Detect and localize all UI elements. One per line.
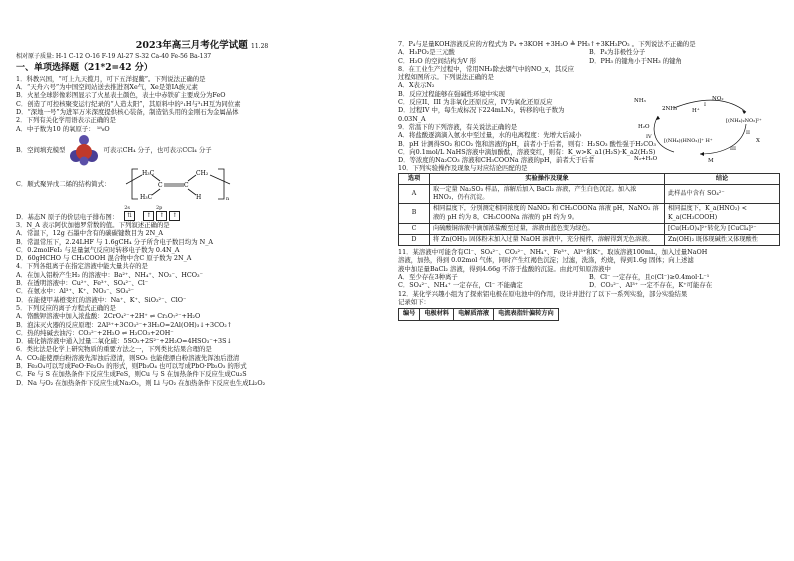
q3-option-d: D．60gHCHO 与 CH₃COOH 混合物中含C 原子数为 2N_A bbox=[16, 254, 192, 263]
q2-a-text: A．中子数为10 的氧原子： bbox=[16, 124, 95, 133]
cycle-step-iv: IV bbox=[646, 134, 652, 140]
q1-option-a: A．“天舟六号”为中国空间站送去推进剂Xe气，Xe是第IA族元素 bbox=[16, 83, 198, 92]
title-text: 2023年高三月考化学试题 bbox=[135, 40, 248, 51]
cycle-no2: NO₂ bbox=[712, 96, 724, 102]
q11-option-c: C．SO₄²⁻、NH₄⁺ 一定存在，Cl⁻ 不能确定 bbox=[398, 281, 523, 290]
q11-stem-3: 液中加足量BaCl₂ 溶液，得到4.66g 不溶于盐酸的沉淀。由此可知原溶液中 bbox=[398, 264, 611, 273]
table-cell-conclusion: 此样品中含有 SO₄²⁻ bbox=[665, 184, 780, 203]
orbital-2s-label: 2s bbox=[124, 204, 130, 211]
title-date: 11.28 bbox=[251, 43, 269, 50]
q9-option-d: D．等浓度的Na₂CO₃ 溶液和CH₃COONa 溶液的pH，前者大于后者 bbox=[398, 156, 595, 165]
q4-option-b: B．在透明溶液中：Cu²⁺、Fe³⁺、SO₄²⁻、Cl⁻ bbox=[16, 279, 149, 288]
table-header: 电解质溶液 bbox=[454, 309, 494, 320]
table-header: 电极材料 bbox=[420, 309, 454, 320]
c-label-h3c-2: H₃C bbox=[140, 193, 153, 201]
cycle-2nh3: 2NH₃ bbox=[662, 106, 678, 112]
q8-option-d: D．过程IV 中，每生成标况下224mLN₂，转移的电子数为 bbox=[398, 106, 565, 115]
table-cell-option: D bbox=[399, 234, 430, 245]
table-header-row bbox=[399, 309, 559, 320]
q7-options-row1 bbox=[398, 48, 780, 56]
q12-table bbox=[398, 308, 559, 320]
q7-stem: 7．P₄与足量KOH溶液反应的方程式为 P₄ +3KOH +3H₂O ≜ PH₃↑+3KH₂PO₂ 。下列说法不正确的是 bbox=[398, 40, 696, 48]
table-row bbox=[399, 234, 780, 245]
q2-a-symbol: ¹⁸₈O bbox=[96, 124, 110, 133]
q11-options-row1 bbox=[398, 273, 780, 281]
orbital-gap bbox=[137, 211, 141, 219]
q1-option-b: B．火星全球影像彩图显示了火星表土颜色，表土中赤铁矿主要成分为FeO bbox=[16, 91, 226, 100]
orbital-box-2p-2: ↑ bbox=[156, 211, 167, 221]
table-cell-operation: 取一定量 Na₂SO₃ 样品，溶解后加入 BaCl₂ 溶液，产生白色沉淀。加入浓 HNO₃，仍有沉淀。 bbox=[430, 184, 665, 203]
q6-stem: 6．类比法是化学上研究物质的重要方法之一，下列类比结果合理的是 bbox=[16, 345, 212, 354]
q9-option-c: C．向0.1mol/L NaHS溶液中滴加酚酞，溶液变红，则有：K_w>K_a1(H₂S)·K_a2(H₂S) bbox=[398, 147, 656, 156]
c-label-c2: C bbox=[184, 181, 189, 189]
atomic-masses: 相对原子质量: H-1 C-12 O-16 F-19 Al-27 S-32 Ca-40 Fe-56 Ba-137 bbox=[16, 53, 212, 61]
orbital-box-2s: ⇅ bbox=[124, 211, 135, 221]
c-label-c1: C bbox=[158, 181, 163, 189]
table-header: 实验操作及现象 bbox=[430, 173, 665, 184]
q2-option-a bbox=[16, 125, 388, 133]
q2-option-c bbox=[16, 167, 388, 201]
q11-stem-1: 11．某溶液中可能含有Cl⁻、SO₄²⁻、CO₃²⁻、NH₄⁺、Fe³⁺、Al³⁺和K⁺。取该溶液100mL，加入过量NaOH bbox=[398, 248, 708, 257]
q7-options-row2 bbox=[398, 57, 780, 65]
q4-option-d: D．在能使甲基橙变红的溶液中：Na⁺、K⁺、SiO₃²⁻、ClO⁻ bbox=[16, 295, 187, 304]
q9-option-b: B．pH 计测得SO₂ 和CO₂ 饱和溶液的pH，前者小于后者，则有：H₂SO₃ 酸性强于H₂CO₃ bbox=[398, 139, 656, 148]
q2-c-text: C．顺式聚异戊二烯的结构简式： bbox=[16, 179, 111, 188]
cycle-step-ii: II bbox=[746, 130, 750, 136]
top-spacer bbox=[398, 0, 780, 40]
q3-option-a: A．常温下，12g 石墨中含有的碳碳键数目为 2N_A bbox=[16, 229, 164, 238]
q8-option-c: C．反应II、III 为非氧化还原反应，IV为氧化还原反应 bbox=[398, 98, 553, 107]
orbital-diagram bbox=[124, 205, 180, 221]
q11-stem-2: 溶液，加热，得到 0.02mol 气体，同时产生红褐色沉淀；过滤，洗涤，灼烧，得到1.6g 固体；向上述滤 bbox=[398, 256, 694, 265]
table-cell-option: B bbox=[399, 204, 430, 223]
c-label-ch2: CH₂ bbox=[196, 169, 209, 177]
q6-option-b: B．Fe₃O₄可以写成FeO·Fe₂O₃ 的形式，则Pb₃O₄ 也可以写成PbO·Pb₂O₃ 的形式 bbox=[16, 362, 247, 371]
cycle-x: X bbox=[756, 138, 760, 144]
table-cell-conclusion: 相同温度下，K_a(HNO₂) < K_a(CH₃COOH) bbox=[665, 204, 780, 223]
q4-stem: 4．下列各组离子在指定溶液中能大量共存的是 bbox=[16, 262, 148, 271]
table-cell-conclusion: [Cu(H₂O)₄]²⁺转化为 [CuCl₄]²⁻ bbox=[665, 223, 780, 234]
q7-option-a: A．H₃PO₂是三元酸 bbox=[398, 48, 455, 57]
table-header: 结论 bbox=[665, 173, 780, 184]
q4-option-a: A．在加入铝粉产生H₂ 的溶液中：Ba²⁺、NH₄⁺、NO₃⁻、HCO₃⁻ bbox=[16, 270, 203, 279]
c-label-h3c: H₃C bbox=[142, 169, 155, 177]
cycle-step-iii: III bbox=[730, 146, 736, 152]
q4-option-c: C．在氨水中：Al³⁺、K⁺、NO₃⁻、SO₄²⁻ bbox=[16, 287, 135, 296]
table-header-row bbox=[399, 173, 780, 184]
q8-stem-1: 8．在工业生产过程中，常用NH₃除去烟气中的NO_x，其反应 bbox=[398, 64, 575, 73]
q1-option-d: D．“深地一号”为进军万米深度提供核心装备，制造钻头用的金刚石为金属晶体 bbox=[16, 108, 239, 117]
q7-option-b: B．P₄为非极性分子 bbox=[589, 48, 646, 57]
cycle-h: H⁺ bbox=[692, 108, 700, 114]
table-cell-operation: 向硫酸铜溶液中滴加浓盐酸至过量，溶液由蓝色变为绿色。 bbox=[430, 223, 665, 234]
orbital-2p-label: 2p bbox=[155, 204, 163, 211]
table-cell-conclusion: Zn(OH)₂ 既体现碱性又体现酸性 bbox=[665, 234, 780, 245]
q3-option-b: B．常温常压下，2.24LHF 与 1.6gCH₄ 分子所含电子数目均为 N_A bbox=[16, 237, 214, 246]
section-heading: 一、单项选择题（21*2=42 分） bbox=[16, 62, 153, 73]
table-header: 选项 bbox=[399, 173, 430, 184]
q11-option-d: D．CO₃²⁻、Al³⁺ 一定不存在，K⁺可能存在 bbox=[589, 281, 713, 290]
q5-option-b: B．泡沫灭火器的反应原理：2Al³⁺+3CO₃²⁻+3H₂O=2Al(OH)₃↓+3CO₂↑ bbox=[16, 320, 233, 329]
space-filling-model-icon bbox=[69, 134, 99, 166]
q5-option-d: D．硫化钠溶液中通入过量二氧化硫：5SO₂+2S²⁻+2H₂O=4HSO₃⁻+3S↓ bbox=[16, 337, 232, 346]
q2-b-text: B．空间填充模型 bbox=[16, 145, 66, 154]
cycle-step-i: I bbox=[704, 102, 706, 108]
q2-d-text: D．基态N 原子的价层电子排布图： bbox=[16, 212, 119, 221]
nox-removal-cycle-diagram bbox=[634, 94, 774, 164]
q10-table bbox=[398, 173, 780, 246]
c-label-h: H bbox=[196, 193, 202, 201]
right-column bbox=[398, 0, 780, 561]
q3-option-c: C．0.2molFeI₂ 与足量氯气反应时转移电子数为 0.4N_A bbox=[16, 245, 180, 254]
table-row bbox=[399, 223, 780, 234]
q12-stem-1: 12．某化学兴趣小组为了探索铝电极在原电池中的作用，设计并进行了以下一系列实验，部分实验结果 bbox=[398, 289, 688, 298]
cycle-n2: N₂+H₂O bbox=[634, 156, 658, 162]
table-cell-operation: 将 Zn(OH)₂ 固体粉末加入过量 NaOH 溶液中，充分搅拌，溶解得到无色溶液。 bbox=[430, 234, 665, 245]
q7-option-c: C．H₂O 的空间结构为V 形 bbox=[398, 56, 477, 65]
page-title bbox=[16, 42, 388, 51]
q11-option-a: A．至少存在3种离子 bbox=[398, 273, 458, 282]
q8-option-b: B．反应过程能够在强碱性环境中实现 bbox=[398, 89, 505, 98]
table-row bbox=[399, 184, 780, 203]
left-column bbox=[16, 0, 388, 561]
table-cell-option: A bbox=[399, 184, 430, 203]
q6-option-d: D．Na 与O₂ 在加热条件下反应生成Na₂O₂，则 Li 与O₂ 在加热条件下反应也生成Li₂O₂ bbox=[16, 378, 266, 387]
orbital-box-2p-3: ↑ bbox=[169, 211, 180, 221]
cycle-complex1: [(NH₄)₂NO₂]²⁺ bbox=[726, 118, 762, 124]
q6-option-c: C．Fe 与 S 在加热条件下反应生成FeS，则Cu 与 S 在加热条件下反应生成Cu₂S bbox=[16, 370, 247, 379]
q3-stem: 3．N_A 表示阿伏加德罗常数的值。下列叙述正确的是 bbox=[16, 220, 170, 229]
c-label-n: n bbox=[226, 195, 230, 201]
cycle-complex2: [(NH₄)(HNO₂)]⁺ H⁺ bbox=[664, 138, 713, 144]
table-row bbox=[399, 204, 780, 223]
q11-option-b: B．Cl⁻ 一定存在，且c(Cl⁻)≥0.4mol·L⁻¹ bbox=[589, 273, 710, 282]
cycle-m: M bbox=[708, 158, 714, 164]
cis-polyisoprene-structure-icon bbox=[118, 167, 238, 201]
orbital-box-2p-1: ↑ bbox=[143, 211, 154, 221]
q2-stem: 2．下列有关化学用语表示正确的是 bbox=[16, 116, 116, 125]
q8-option-a: A．X表示N₂ bbox=[398, 81, 435, 90]
cycle-h2o: H₂O bbox=[638, 124, 650, 130]
q9-option-a: A．将盐酸逐滴滴入氨水中至过量，水的电离程度：先增大后减小 bbox=[398, 131, 582, 140]
q8-stem-2: 过程如图所示。下列说法正确的是 bbox=[398, 73, 494, 82]
q7-option-d: D．PH₃ 的键角小于NH₃ 的键角 bbox=[589, 56, 682, 65]
cycle-nh3: NH₃ bbox=[634, 98, 646, 104]
q11-options-row2 bbox=[398, 281, 780, 289]
q8-option-d-cont: 0.03N_A bbox=[398, 114, 426, 123]
table-cell-operation: 相同温度下，分别测定相同浓度的 NaNO₂ 和 CH₃COONa 溶液 pH，NaNO₂ 溶液的 pH 约为 8，CH₃COONa 溶液的 pH 约为 9。 bbox=[430, 204, 665, 223]
q1-stem: 1．科教兴国，“可上九天揽月，可下五洋捉鳖”。下列说法正确的是 bbox=[16, 74, 206, 83]
table-cell-option: C bbox=[399, 223, 430, 234]
q2-option-b bbox=[16, 133, 388, 167]
q2-b-tail: 可表示CH₄ 分子，也可表示CCl₄ 分子 bbox=[103, 145, 212, 154]
q9-stem: 9．常温下的下列溶液，有关说法正确的是 bbox=[398, 122, 518, 131]
q5-stem: 5．下列反应的离子方程式正确的是 bbox=[16, 303, 116, 312]
q6-option-a: A．CO₂能使漂白粉溶液先浑浊后澄清，则SO₂ 也能使漂白粉溶液先浑浊后澄清 bbox=[16, 353, 240, 362]
q5-option-a: A．铬酸钾溶液中加入浓盐酸：2CrO₄²⁻+2H⁺ ⇌ Cr₂O₇²⁻+H₂O bbox=[16, 312, 201, 321]
table-header: 电流表指针偏转方向 bbox=[494, 309, 559, 320]
q1-option-c: C．创造了可控核聚变运行纪录的“人造太阳”，其原料中的²₁H与³₁H互为同位素 bbox=[16, 99, 241, 108]
q10-stem: 10．下列实验操作及现象与对应结论匹配的是 bbox=[398, 164, 528, 173]
q12-stem-2: 记录如下： bbox=[398, 297, 430, 306]
q2-option-d bbox=[16, 201, 388, 221]
q8-text-block bbox=[398, 65, 634, 115]
q5-option-c: C．热的纯碱去油污：CO₃²⁻+2H₂O ⇌ H₂CO₃+2OH⁻ bbox=[16, 328, 174, 337]
table-header: 编号 bbox=[399, 309, 420, 320]
